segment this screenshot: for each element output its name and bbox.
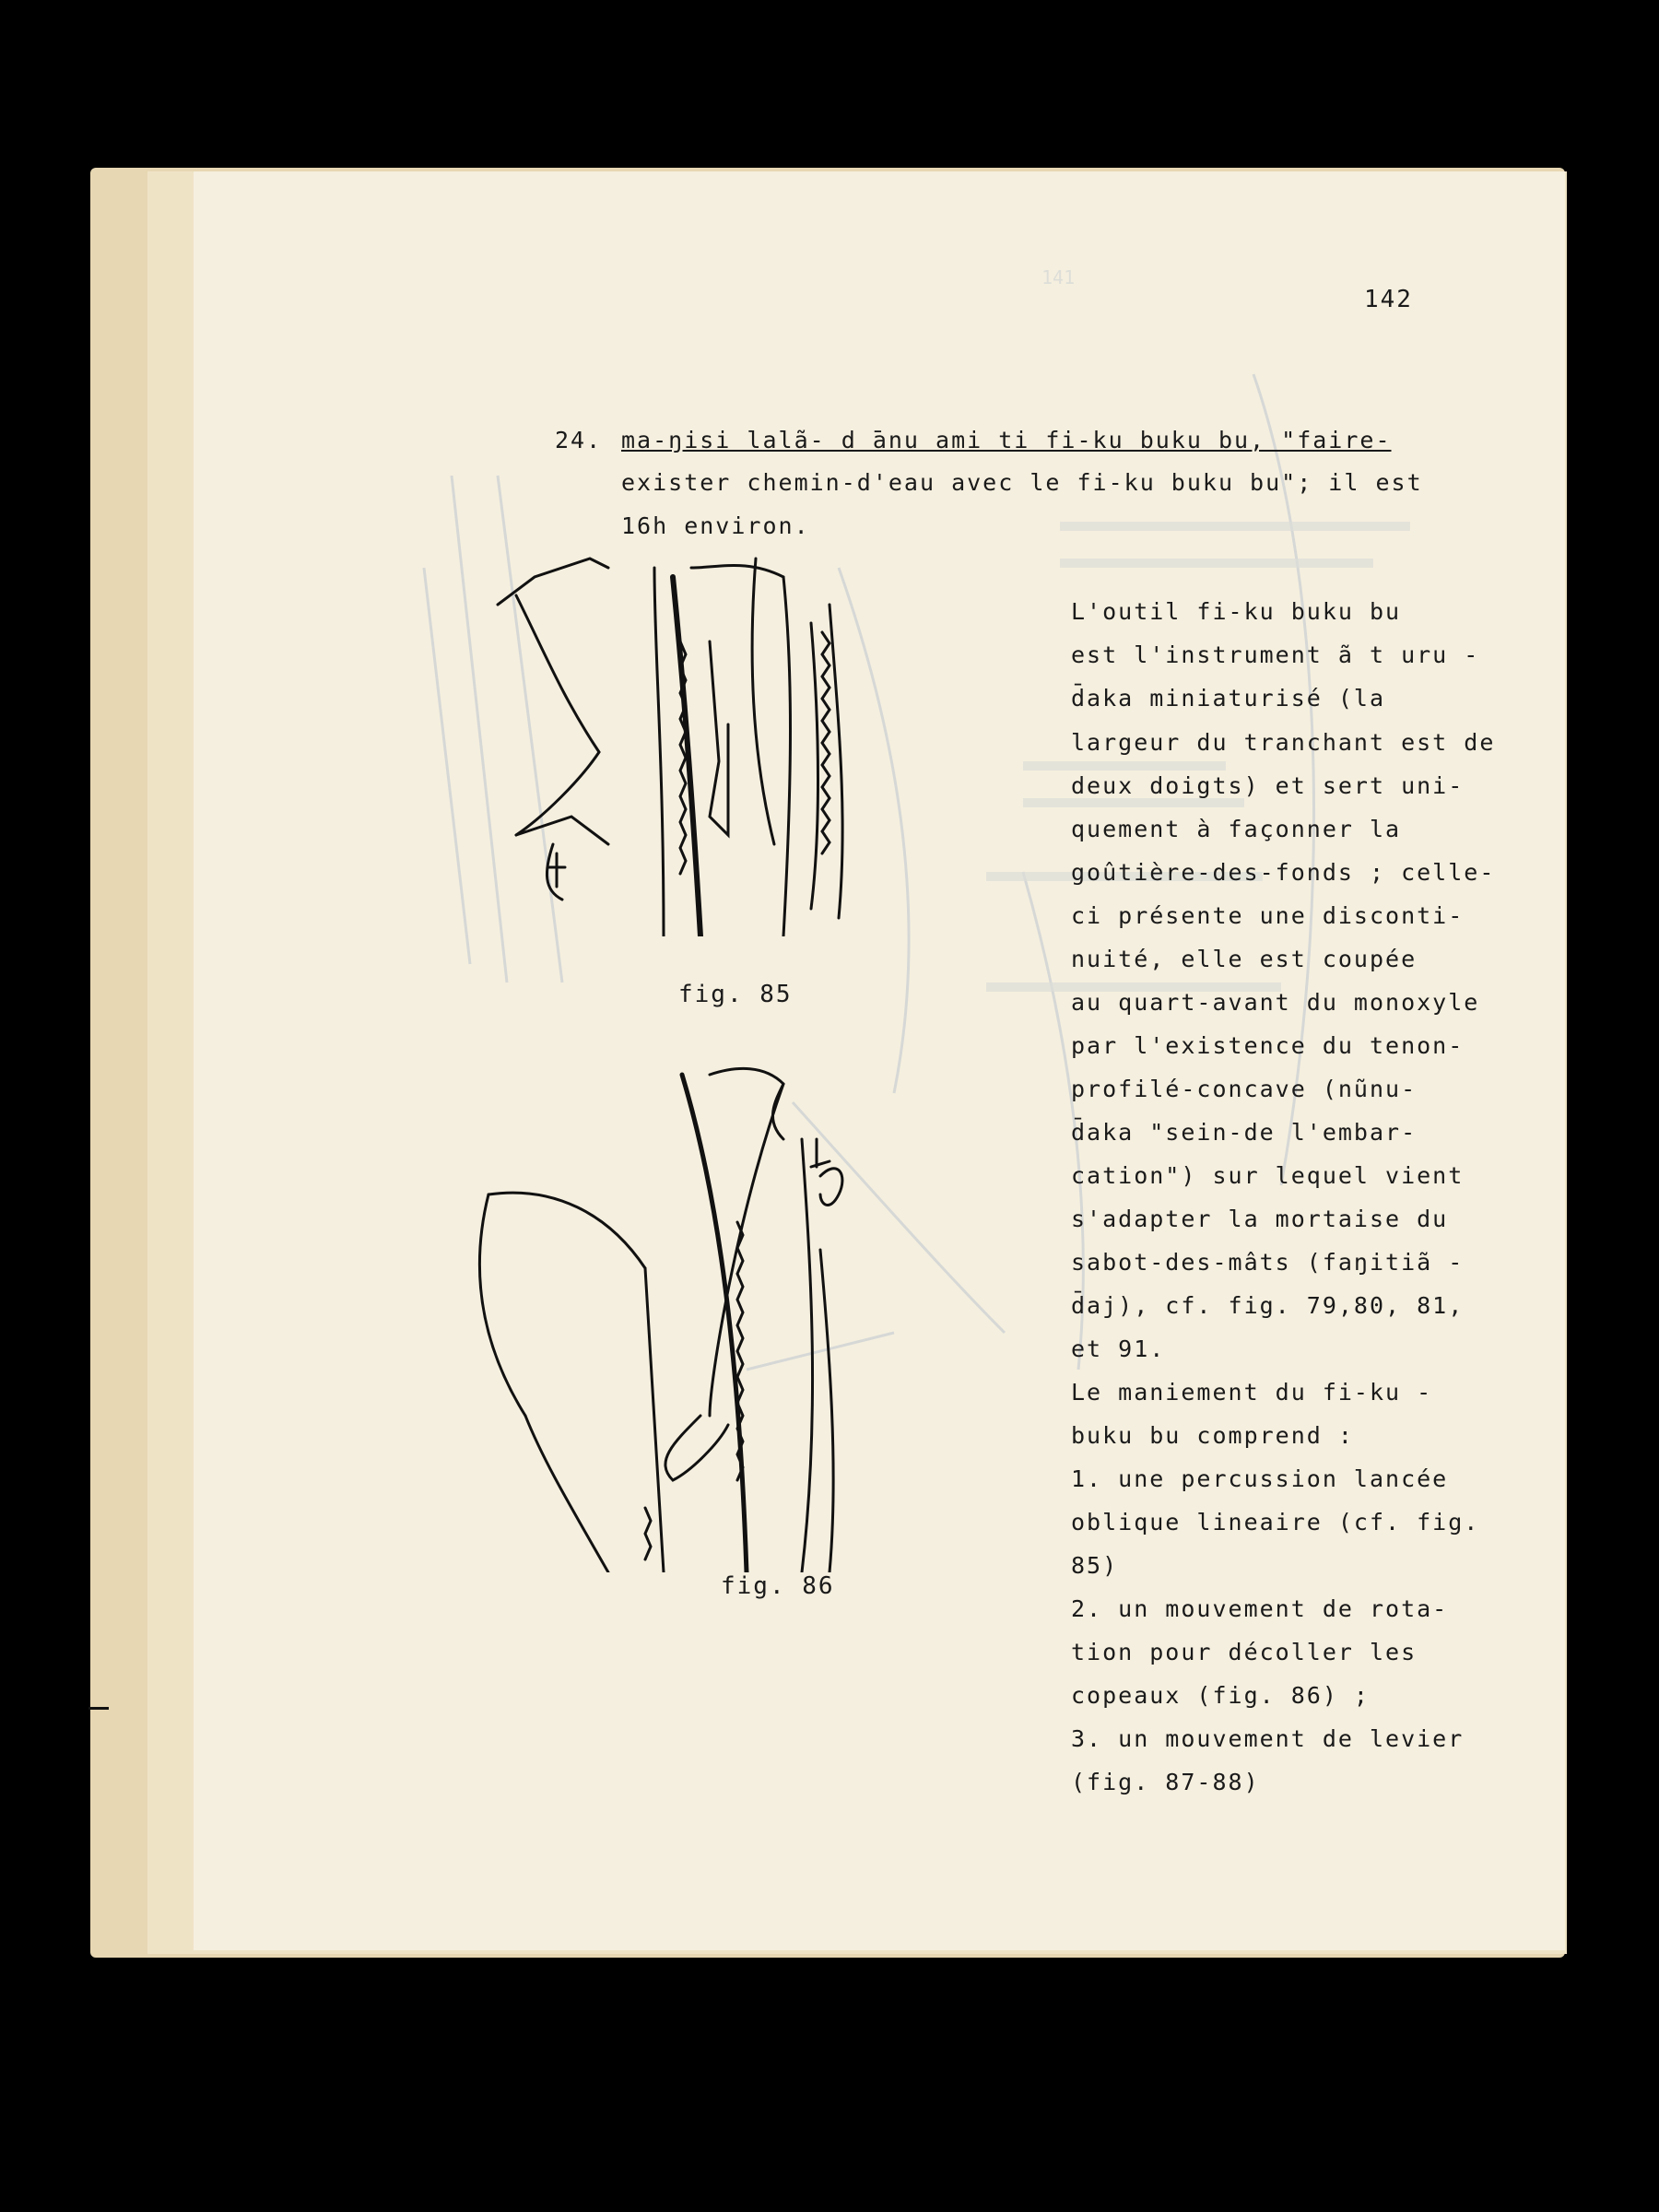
book-page — [194, 171, 1565, 1950]
column-line: copeaux (fig. 86) ; — [1071, 1682, 1370, 1709]
column-line: et 91. — [1071, 1335, 1166, 1362]
column-line: au quart-avant du monoxyle — [1071, 989, 1480, 1016]
column-line: goûtière-des-fonds ; celle- — [1071, 859, 1496, 886]
entry-line-3: 16h environ. — [621, 512, 810, 539]
column-line: cation") sur lequel vient — [1071, 1162, 1465, 1189]
column-line: s'adapter la mortaise du — [1071, 1206, 1449, 1232]
entry-number: 24. — [555, 427, 603, 453]
figure-86-caption: fig. 86 — [721, 1572, 835, 1600]
column-line: est l'instrument ã t uru - — [1071, 641, 1480, 668]
column-line: ci présente une disconti- — [1071, 902, 1465, 929]
column-line: par l'existence du tenon- — [1071, 1032, 1465, 1059]
column-line: 3. un mouvement de levier — [1071, 1725, 1465, 1752]
column-line: tion pour décoller les — [1071, 1639, 1418, 1665]
column-line: Le maniement du fi-ku - — [1071, 1379, 1433, 1406]
column-line: 2. un mouvement de rota- — [1071, 1595, 1449, 1622]
figure-85-caption: fig. 85 — [678, 981, 793, 1008]
column-line: profilé-concave (nũnu- — [1071, 1076, 1418, 1102]
column-line: buku bu comprend : — [1071, 1422, 1354, 1449]
column-line: quement à façonner la — [1071, 816, 1402, 842]
column-line: d̄aj), cf. fig. 79,80, 81, — [1071, 1292, 1465, 1319]
column-line: 1. une percussion lancée — [1071, 1465, 1449, 1492]
column-line: d̄aka "sein-de l'embar- — [1071, 1119, 1418, 1146]
column-line: sabot-des-mâts (faŋitiã - — [1071, 1249, 1465, 1276]
column-line: 85) — [1071, 1552, 1119, 1579]
entry-line-1: ma-ŋisi lalã- d ̄anu ami ti fi-ku buku bu, "faire- — [621, 427, 1392, 453]
column-line: L'outil fi-ku buku bu — [1071, 598, 1402, 625]
entry-line-2: exister chemin-d'eau avec le fi-ku buku bu"; il est — [621, 469, 1423, 496]
column-line: oblique lineaire (cf. fig. — [1071, 1509, 1480, 1535]
column-line: (fig. 87-88) — [1071, 1769, 1260, 1795]
column-line: nuité, elle est coupée — [1071, 946, 1418, 972]
margin-mark — [88, 1707, 109, 1710]
column-line: largeur du tranchant est de — [1071, 729, 1496, 756]
figure-85-drawing — [479, 540, 876, 936]
svg-text:141: 141 — [1041, 266, 1076, 288]
column-line: d̄aka miniaturisé (la — [1071, 685, 1386, 712]
page-number: 142 — [1364, 286, 1413, 313]
figure-86-drawing — [433, 1029, 876, 1572]
column-line: deux doigts) et sert uni- — [1071, 772, 1465, 799]
